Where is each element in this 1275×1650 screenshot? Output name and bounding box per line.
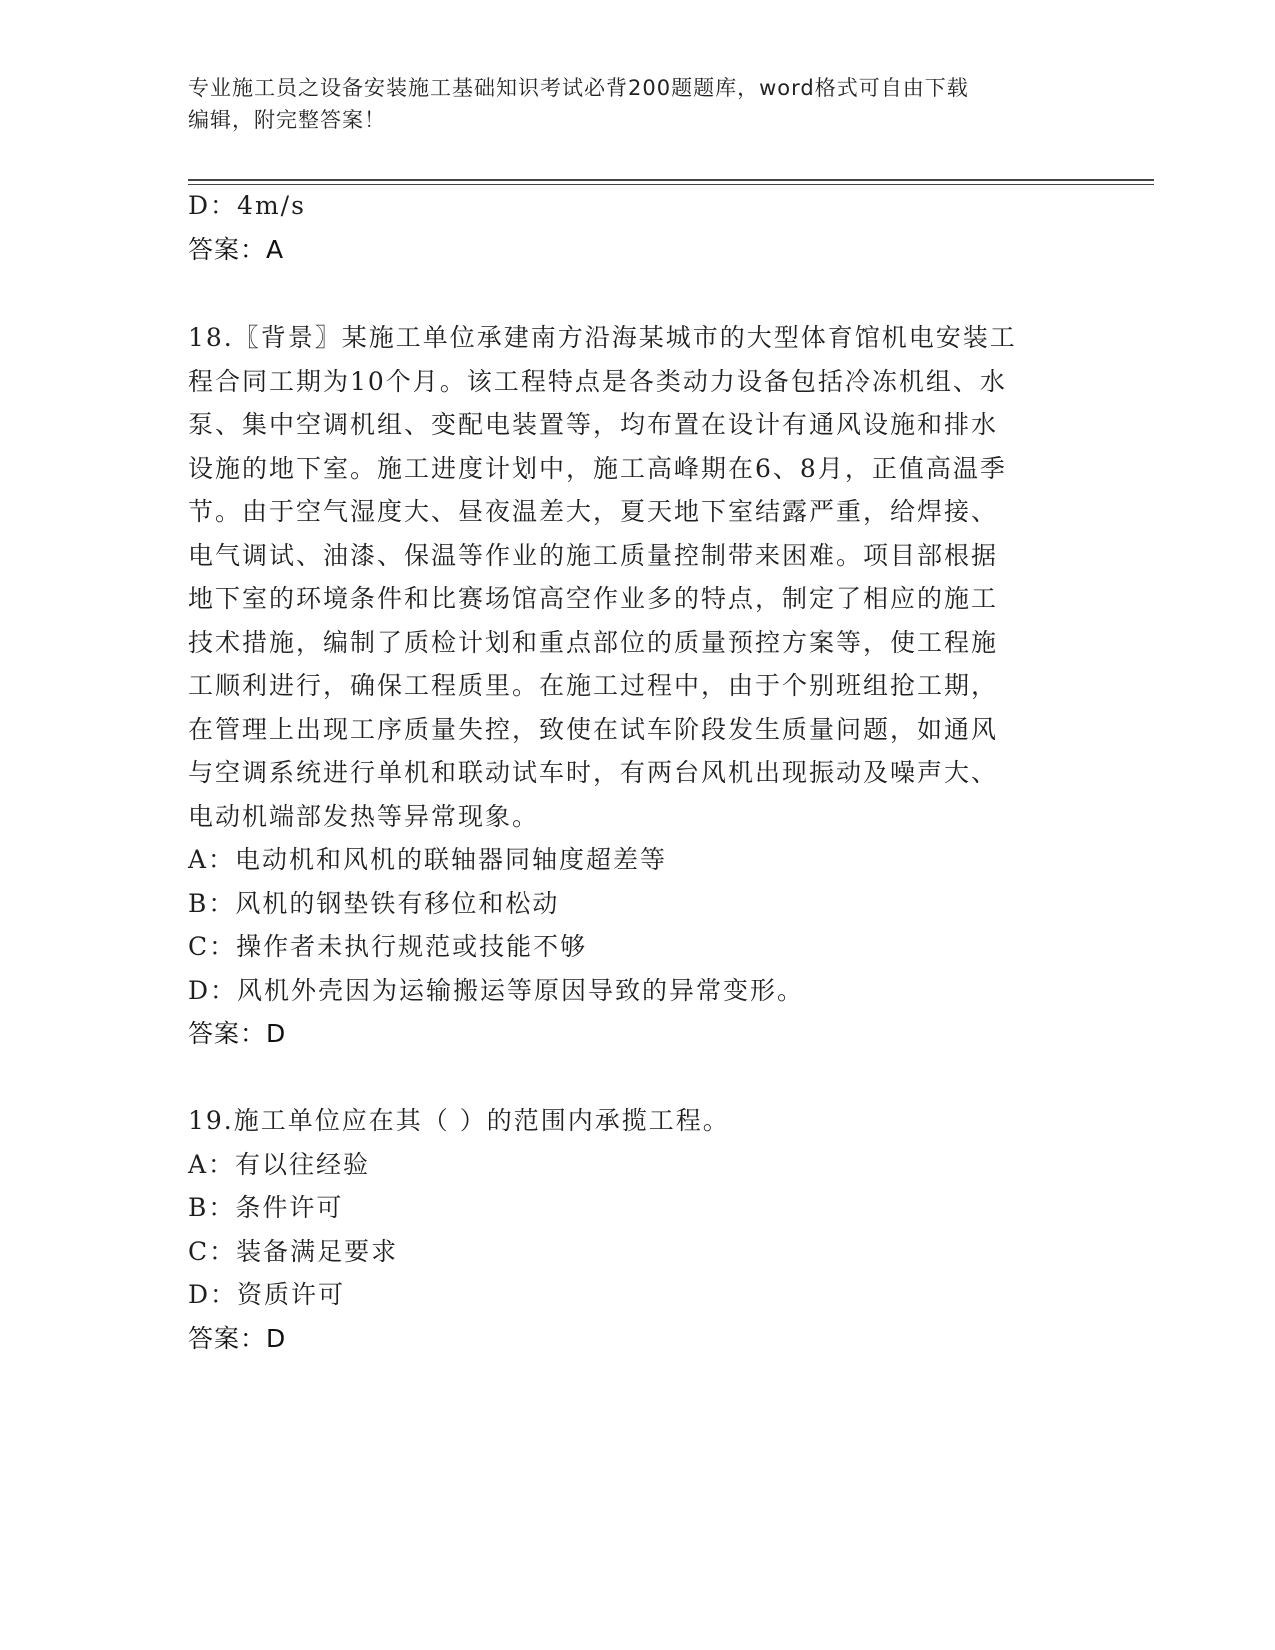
q18-option-c: C：操作者未执行规范或技能不够 — [188, 932, 588, 961]
q17-option-d: D：4m/s — [188, 191, 306, 220]
q18-line: 泵、集中空调机组、变配电装置等，均布置在设计有通风设施和排水 — [188, 410, 999, 439]
q18-option-d: D：风机外壳因为运输搬运等原因导致的异常变形。 — [188, 976, 805, 1005]
q17-answer: 答案：A — [188, 235, 285, 264]
q18-line: 与空调系统进行单机和联动试车时，有两台风机出现振动及噪声大、 — [188, 758, 999, 787]
q18-line: 18.〖背景〗某施工单位承建南方沿海某城市的大型体育馆机电安装工 — [188, 323, 1017, 352]
q18-option-a: A：电动机和风机的联轴器同轴度超差等 — [188, 845, 668, 874]
header-divider-thin — [188, 184, 1154, 185]
q18-line: 地下室的环境条件和比赛场馆高空作业多的特点，制定了相应的施工 — [188, 584, 999, 613]
q18-answer: 答案：D — [188, 1019, 287, 1048]
q19-option-c: C：装备满足要求 — [188, 1237, 399, 1266]
q18-option-b: B：风机的钢垫铁有移位和松动 — [188, 889, 560, 918]
header-title-line-2: 编辑，附完整答案！ — [188, 108, 386, 132]
q18-line: 技术措施，编制了质检计划和重点部位的质量预控方案等，使工程施 — [188, 628, 999, 657]
q18-line: 电动机端部发热等异常现象。 — [188, 802, 540, 831]
q19-option-a: A：有以往经验 — [188, 1150, 371, 1179]
q18-line: 节。由于空气湿度大、昼夜温差大，夏天地下室结露严重，给焊接、 — [188, 497, 999, 526]
q18-line: 在管理上出现工序质量失控，致使在试车阶段发生质量问题，如通风 — [188, 715, 999, 744]
q19-option-d: D：资质许可 — [188, 1280, 346, 1309]
page-header — [188, 72, 1068, 136]
q18-line: 电气调试、油漆、保温等作业的施工质量控制带来困难。项目部根据 — [188, 541, 999, 570]
q18-line: 程合同工期为10个月。该工程特点是各类动力设备包括冷冻机组、水 — [188, 367, 1007, 396]
header-title-line-1: 专业施工员之设备安装施工基础知识考试必背200题题库，word格式可自由下载 — [188, 76, 969, 100]
q19-question: 19.施工单位应在其（ ）的范围内承揽工程。 — [188, 1106, 730, 1135]
q19-option-b: B：条件许可 — [188, 1193, 344, 1222]
q19-answer: 答案：D — [188, 1324, 287, 1353]
header-divider-thick — [188, 179, 1154, 181]
q18-line: 工顺利进行，确保工程质里。在施工过程中，由于个别班组抢工期， — [188, 671, 999, 700]
q18-line: 设施的地下室。施工进度计划中，施工高峰期在6、8月，正值高温季 — [188, 454, 1007, 483]
